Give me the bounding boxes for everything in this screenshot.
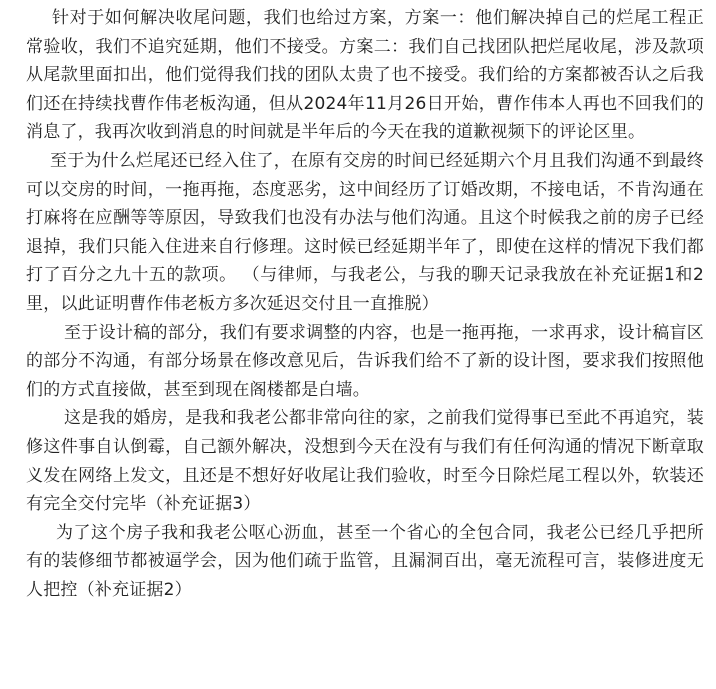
paragraph-design-draft: 至于设计稿的部分，我们有要求调整的内容，也是一拖再拖，一求再求，设计稿盲区的部分不沟通，有部分场景在修改意见后，告诉我们给不了新的设计图，要求我们按照他们的方式直接做，甚至到现在阁楼都是白墙。 bbox=[26, 322, 704, 400]
paragraph-move-in-reason: 至于为什么烂尾还已经入住了，在原有交房的时间已经延期六个月且我们沟通不到最终可以交房的时间，一拖再拖，态度恶劣，这中间经历了订婚改期，不接电话，不肯沟通在打麻将在应酬等等原因，导致我们也没有办法与他们沟通。且这个时候我之前的房子已经退掉，我们只能入住进来自行修理。这时候已经延期半年了，即使在这样的情况下我们都打了百分之九十五的款项。 （与律师，与我老公，与我的聊天记录我放在补充证据1和2里，以此证明曹作伟老板方多次延迟交付且一直推脱） bbox=[26, 150, 704, 314]
paragraph-renovation-effort: 为了这个房子我和我老公呕心沥血，甚至一个省心的全包合同，我老公已经几乎把所有的装修细节都被逼学会，因为他们疏于监管，且漏洞百出，毫无流程可言，装修进度无人把控（补充证据2） bbox=[26, 522, 704, 600]
paragraph-proposals: 针对于如何解决收尾问题，我们也给过方案，方案一：他们解决掉自己的烂尾工程正常验收，我们不追究延期，他们不接受。方案二：我们自己找团队把烂尾收尾，涉及款项从尾款里面扣出，他们觉得我们找的团队太贵了也不接受。我们给的方案都被否认之后我们还在持续找曹作伟老板沟通，但从2024年11月26日开始，曹作伟本人再也不回我们的消息了，我再次收到消息的时间就是半年后的今天在我的道歉视频下的评论区里。 bbox=[26, 8, 704, 143]
paragraph-wedding-home: 这是我的婚房，是我和我老公都非常向往的家，之前我们觉得事已至此不再追究，装修这件事自认倒霉，自己额外解决，没想到今天在没有与我们有任何沟通的情况下断章取义发在网络上发文，且还是不想好好收尾让我们验收，时至今日除烂尾工程以外，软装还有完全交付完毕（补充证据3） bbox=[26, 408, 704, 515]
